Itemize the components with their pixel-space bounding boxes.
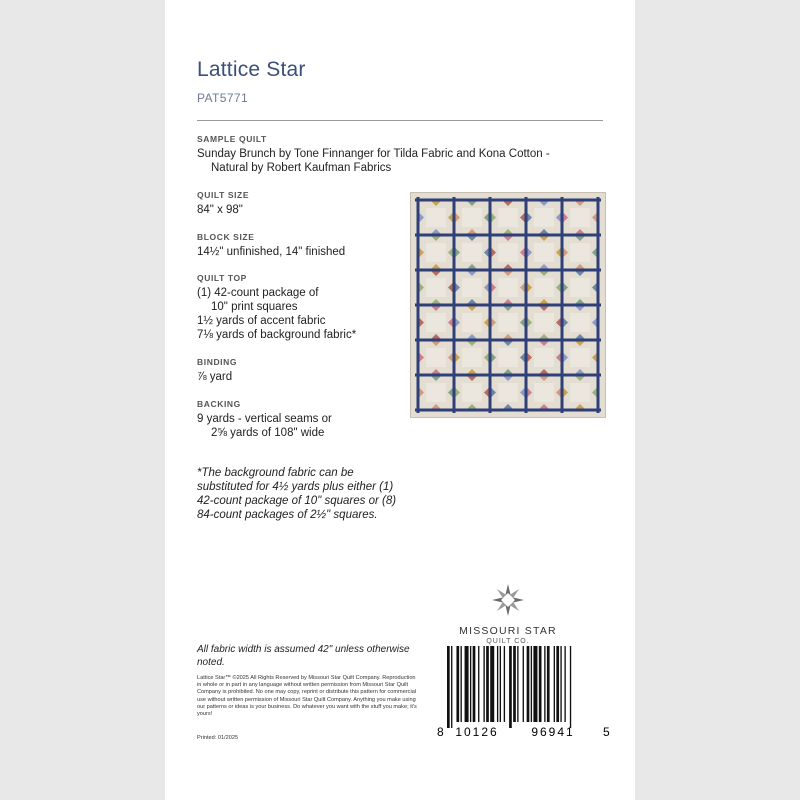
barcode-bar (470, 646, 471, 722)
quilt-block-center (462, 348, 482, 367)
barcode-bar (533, 646, 537, 722)
section-sample-quilt (197, 134, 550, 175)
quilt-block-center (570, 243, 590, 262)
printed-date: Printed: 01/2025 (197, 735, 239, 741)
barcode-bar (544, 646, 545, 722)
quilt-block-center (570, 208, 590, 227)
section-binding (197, 357, 237, 384)
quilt-block-center (426, 313, 446, 332)
barcode-bar (490, 646, 494, 722)
section-quilt-size (197, 190, 249, 217)
barcode-bar (465, 646, 469, 722)
quilt-block-center (570, 313, 590, 332)
barcode-digit-first: 8 (437, 725, 444, 739)
barcode-bar (486, 646, 489, 722)
barcode-bar (451, 646, 452, 728)
barcode-bar (570, 646, 571, 728)
copyright-notice: Lattice Star™ ©2025 All Rights Reserved by Missouri Star Quilt Company. Reproduction in whole or in part in any language without written permission from Missouri Star Quilt Company is prohibited. No one may copy, reprint or distribute this pattern for commercial use without written permission of Missouri Star Quilt Company. Anything you make using our patterns or ideas is your business. Do whatever you want with the stuff you make; it's yours! (197, 675, 417, 718)
quilt-block-center (534, 348, 554, 367)
quilt-block-center (498, 243, 518, 262)
logo-name: MISSOURI STAR (459, 625, 557, 637)
section-block-size (197, 232, 345, 259)
section-line: 9 yards - vertical seams or (197, 413, 332, 425)
barcode-bar (497, 646, 498, 722)
section-line: 10" print squares (211, 301, 298, 313)
pattern-back-page (165, 0, 635, 800)
section-line: ⅞ yard (197, 371, 233, 383)
barcode-bar (500, 646, 501, 722)
section-line: Natural by Robert Kaufman Fabrics (211, 162, 392, 174)
barcode-bar (473, 646, 476, 722)
section-quilt-top (197, 273, 356, 342)
quilt-block-center (534, 208, 554, 227)
quilt-block-center (462, 313, 482, 332)
barcode-bar (447, 646, 450, 728)
barcode-bar (527, 646, 530, 722)
barcode-bar (547, 646, 550, 722)
barcode (437, 646, 609, 738)
section-heading: BINDING (197, 357, 238, 367)
quilt-lattice-strip (415, 339, 601, 342)
section-heading: BLOCK SIZE (197, 232, 255, 242)
section-line: (1) 42-count package of (197, 287, 319, 299)
logo-subtitle: QUILT CO. (486, 638, 530, 645)
quilt-block-center (570, 348, 590, 367)
section-line: 1½ yards of accent fabric (197, 315, 326, 327)
section-heading: QUILT SIZE (197, 190, 250, 200)
barcode-digits-group2: 96941 (531, 725, 575, 739)
barcode-digits-group1: 10126 (455, 725, 499, 739)
quilt-block-center (498, 278, 518, 297)
barcode-bar (517, 646, 518, 722)
quilt-block-center (462, 243, 482, 262)
quilt-lattice-strip (415, 409, 601, 412)
quilt-block-center (462, 278, 482, 297)
section-line: Sunday Brunch by Tone Finnanger for Tilda Fabric and Kona Cotton - (197, 148, 550, 160)
quilt-block-center (534, 243, 554, 262)
barcode-bar (461, 646, 462, 722)
section-heading: SAMPLE QUILT (197, 134, 267, 144)
barcode-bar (513, 646, 516, 722)
quilt-block-center (534, 383, 554, 402)
quilt-block-center (534, 313, 554, 332)
brand-logo (443, 584, 573, 645)
substitution-note: *The background fabric can be substituted for 4½ yards plus either (1) 42-count package of 10" squares or (8) 84-count packages of 2½" squares. (197, 467, 397, 521)
quilt-block-center (498, 313, 518, 332)
barcode-bar (539, 646, 542, 722)
section-line: 84" x 98" (197, 204, 243, 216)
barcode-bar (509, 646, 512, 728)
quilt-block-center (426, 243, 446, 262)
section-line: 2⅝ yards of 108" wide (211, 427, 325, 439)
quilt-image (410, 192, 606, 418)
section-line: 7⅛ yards of background fabric* (197, 329, 357, 341)
quilt-block-center (534, 278, 554, 297)
quilt-block-center (498, 208, 518, 227)
barcode-bar (554, 646, 555, 722)
pattern-code: PAT5771 (197, 91, 249, 105)
quilt-block-center (426, 278, 446, 297)
fabric-width-note: All fabric width is assumed 42" unless otherwise noted. (197, 644, 410, 668)
section-backing (197, 399, 332, 440)
barcode-bar (531, 646, 532, 722)
barcode-bar (504, 646, 505, 722)
quilt-lattice-strip (415, 304, 601, 307)
quilt-lattice-strip (415, 199, 601, 202)
barcode-bar (556, 646, 559, 722)
barcode-bar (523, 646, 524, 722)
quilt-lattice-strip (415, 269, 601, 272)
quilt-block-center (462, 383, 482, 402)
quilt-block-center (462, 208, 482, 227)
barcode-bar (564, 646, 565, 722)
quilt-block-center (498, 383, 518, 402)
quilt-block-center (498, 348, 518, 367)
barcode-digit-last: 5 (603, 725, 610, 739)
star-logo-icon (492, 584, 524, 616)
barcode-bar (478, 646, 479, 722)
quilt-block-center (426, 208, 446, 227)
quilt-block-center (570, 278, 590, 297)
section-heading: QUILT TOP (197, 273, 247, 283)
page-title: Lattice Star (197, 58, 306, 81)
quilt-lattice-strip (415, 234, 601, 237)
section-heading: BACKING (197, 399, 241, 409)
barcode-bar (456, 646, 459, 722)
quilt-lattice-strip (415, 374, 601, 377)
barcode-bar (483, 646, 484, 722)
section-line: 14½" unfinished, 14" finished (197, 246, 346, 258)
quilt-block-center (570, 383, 590, 402)
quilt-block-center (426, 383, 446, 402)
divider (197, 120, 603, 121)
quilt-block-center (426, 348, 446, 367)
barcode-bar (560, 646, 561, 722)
